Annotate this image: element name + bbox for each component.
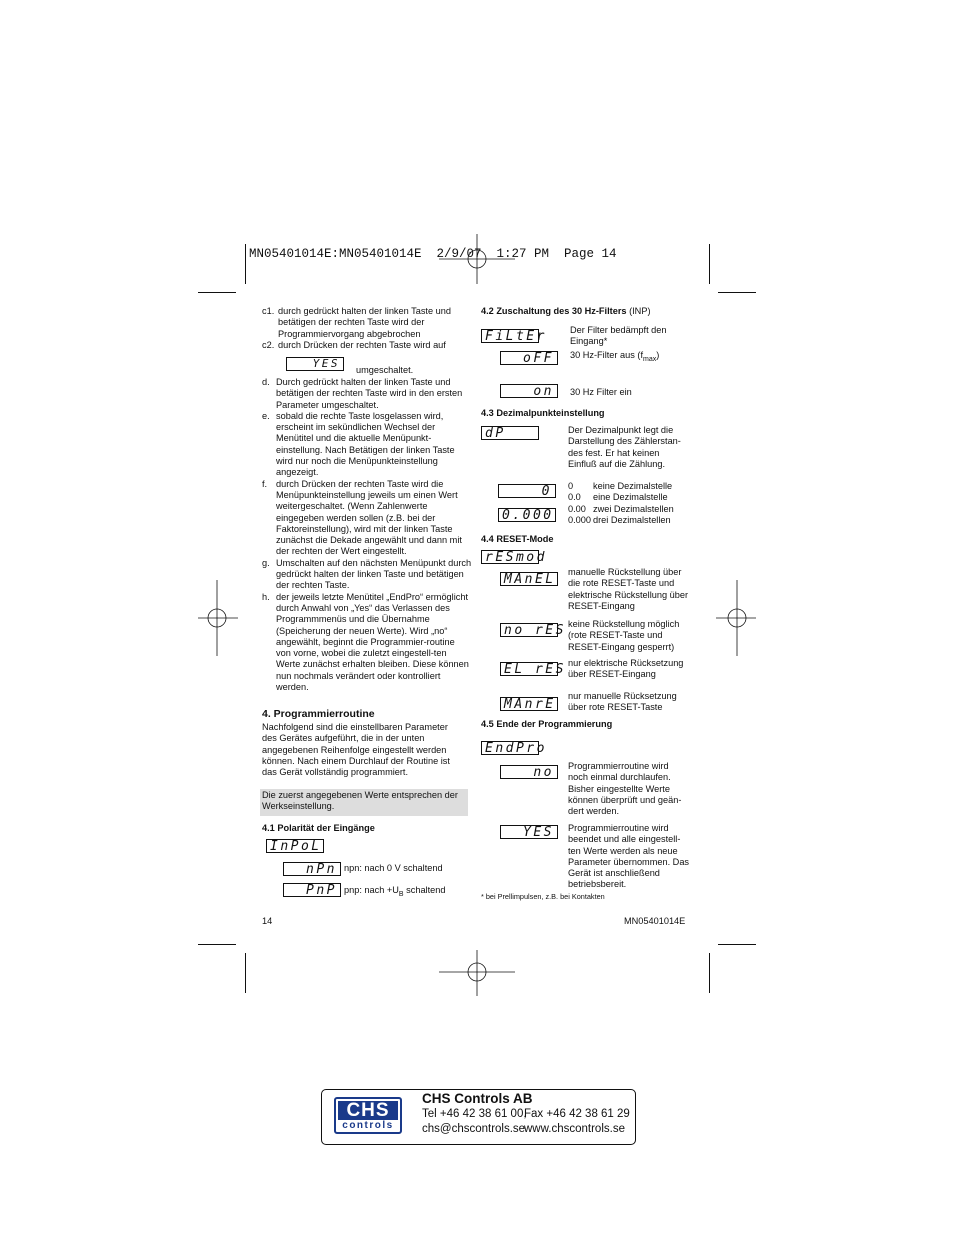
option-text: 30 Hz-Filter aus $(f_{max})$ — [570, 350, 660, 363]
section-title: 4.3 Dezimalpunkteinstellung — [481, 408, 605, 418]
crop-mark — [198, 292, 236, 293]
option-text: manuelle Rückstellung über die rote RESET-Taste und elektrische Rückstellung über RESET-Eingang — [568, 567, 689, 611]
section-title: 4.4 RESET-Mode — [481, 534, 554, 544]
list-item: d. Durch gedrückt halten der linken Taste und betätigen der rechten Taste wird in den ersten Parameter umgeschaltet. — [262, 377, 463, 410]
chs-logo — [334, 1097, 402, 1134]
lcd-display: EL rES — [500, 662, 558, 676]
lcd-display: dP — [481, 426, 539, 440]
list-item: f. durch Drücken der rechten Taste wird die Menüpunkteinstellung jeweils um einen Wert weitergeschaltet. (Wenn Zahlenwerte eingegeben werden sollen (z.B. bei der Faktoreinstellung), wird mit der linken Taste zunächst die Dekade angewählt und dann mit der rechten der Wert eingestellt. — [262, 478, 462, 557]
c2-after-text: umgeschaltet. — [356, 365, 414, 375]
company-email[interactable]: chs@chscontrols.se — [422, 1123, 526, 1135]
logo-bottom: controls — [342, 1120, 394, 1131]
lcd-display: InPoL — [266, 839, 324, 853]
section-title: 4.5 Ende der Programmierung — [481, 719, 613, 729]
lcd-display: 0 — [498, 484, 556, 498]
lcd-display: YES — [286, 357, 344, 371]
lcd-display: no — [500, 765, 558, 779]
lcd-display: PnP — [283, 883, 341, 897]
crop-mark — [709, 244, 710, 284]
company-web[interactable]: www.chscontrols.se — [524, 1123, 625, 1135]
list-item: c2. durch Drücken der rechten Taste wird auf — [262, 339, 446, 350]
company-tel: Tel +46 42 38 61 00, — [422, 1108, 527, 1120]
lcd-display: MAnEL — [500, 572, 558, 586]
registration-mark-right — [716, 580, 756, 656]
registration-mark-left — [198, 580, 238, 656]
left-column — [262, 306, 472, 351]
print-header: MN05401014E:MN05401014E 2/9/07 1:27 PM Page 14 — [249, 247, 617, 261]
lcd-display: on — [500, 384, 558, 398]
section-desc: Der Dezimalpunkt legt die Darstellung des Zählerstan-des fest. Er hat keinen Einfluß auf die Zählung. — [568, 425, 681, 469]
note-text: Die zuerst angegebenen Werte entsprechen der Werkseinstellung. — [262, 790, 458, 812]
lcd-display: EndPro — [481, 741, 539, 755]
list-item: 0.0 eine Dezimalstelle — [568, 492, 668, 503]
option-text: Programmierroutine wird noch einmal durchlaufen. Bisher eingestellte Werte können überprüft und geän-dert werden. — [568, 761, 682, 817]
doc-id: MN05401014E — [624, 916, 686, 926]
section-text: Nachfolgend sind die einstellbaren Parameter des Gerätes aufgeführt, die in der unten angegebenen Reihenfolge eingestellt werden können. Nach einem Durchlauf der Routine ist das Gerät vollständig programmiert. — [262, 722, 450, 778]
lcd-display: rESmod — [481, 550, 539, 564]
company-fax: Fax +46 42 38 61 29 — [524, 1108, 630, 1120]
crop-mark — [245, 953, 246, 993]
list-item: c1. durch gedrückt halten der linken Taste und betätigen der rechten Taste wird der Programmiervorgang abgebrochen — [262, 306, 451, 339]
list-item: 0.000 drei Dezimalstellen — [568, 514, 671, 525]
company-name: CHS Controls AB — [422, 1091, 533, 1106]
crop-mark — [198, 944, 236, 945]
lcd-display: YES — [500, 825, 558, 839]
option-text: nur elektrische Rücksetzung über RESET-Eingang — [568, 658, 684, 680]
section-desc: Der Filter bedämpft den Eingang* — [570, 325, 667, 347]
lcd-display: MAnrE — [500, 697, 558, 711]
footnote: * bei Prellimpulsen, z.B. bei Kontakten — [481, 892, 605, 901]
page-number: 14 — [262, 916, 273, 926]
lcd-display: no rES — [500, 623, 558, 637]
option-text: 30 Hz Filter ein — [570, 387, 632, 397]
lcd-display: 0.000 — [498, 508, 556, 522]
option-text: npn: nach 0 V schaltend — [344, 863, 443, 873]
section-title: 4.1 Polarität der Eingänge — [262, 823, 375, 833]
list-item: g. Umschalten auf den nächsten Menüpunkt durch gedrückt halten der linken Taste und betätigen der rechten Taste. — [262, 557, 472, 591]
option-text: nur manuelle Rücksetzung über rote RESET-Taste — [568, 691, 677, 713]
decimal-options — [568, 481, 688, 526]
list-item: 0 keine Dezimalstelle — [568, 481, 673, 491]
registration-mark-bottom — [437, 950, 517, 996]
crop-mark — [709, 953, 710, 993]
left-column-list — [262, 377, 472, 693]
lcd-display: nPn — [283, 862, 341, 876]
section-title: 4. Programmierroutine — [262, 708, 375, 720]
crop-mark — [245, 244, 246, 284]
crop-mark — [718, 944, 756, 945]
option-text: keine Rückstellung möglich (rote RESET-Taste und RESET-Eingang gesperrt) — [568, 619, 680, 652]
list-item: h. der jeweils letzte Menütitel „EndPro“ ermöglicht durch Anwahl von „Yes“ das Verlassen des Programmmenüs und die Übernahme (Speicherung der neuen Werte). Wird „no“ angewählt, beginnt die Programmier-routine von vorne, wobei die zuletzt eingestell-ten Werte zunächst erhalten bleiben. Diese können nun nochmals verändert oder kontrolliert werden. — [262, 591, 469, 693]
option-text: Programmierroutine wird beendet und alle eingestell-ten Werte werden als neue Parameter übernommen. Das Gerät ist anschließend betriebsbereit. — [568, 823, 690, 890]
section-title: 4.2 Zuschaltung des 30 Hz-Filters (INP) — [481, 306, 651, 316]
logo-top: CHS — [338, 1101, 398, 1120]
lcd-display: oFF — [500, 351, 558, 365]
list-item: 0.00 zwei Dezimalstellen — [568, 503, 674, 514]
option-text: pnp: nach $+U_B$ schaltend — [344, 885, 446, 898]
lcd-display: FiLtEr — [481, 329, 539, 343]
crop-mark — [718, 292, 756, 293]
list-item: e. sobald die rechte Taste losgelassen wird, erscheint im sekündlichen Wechsel der Menütitel und die aktuelle Menüpunkt-einstellung. Nach Betätigen der linken Taste wird nur noch die Menüpunkteinstellung angezeigt. — [262, 410, 455, 478]
